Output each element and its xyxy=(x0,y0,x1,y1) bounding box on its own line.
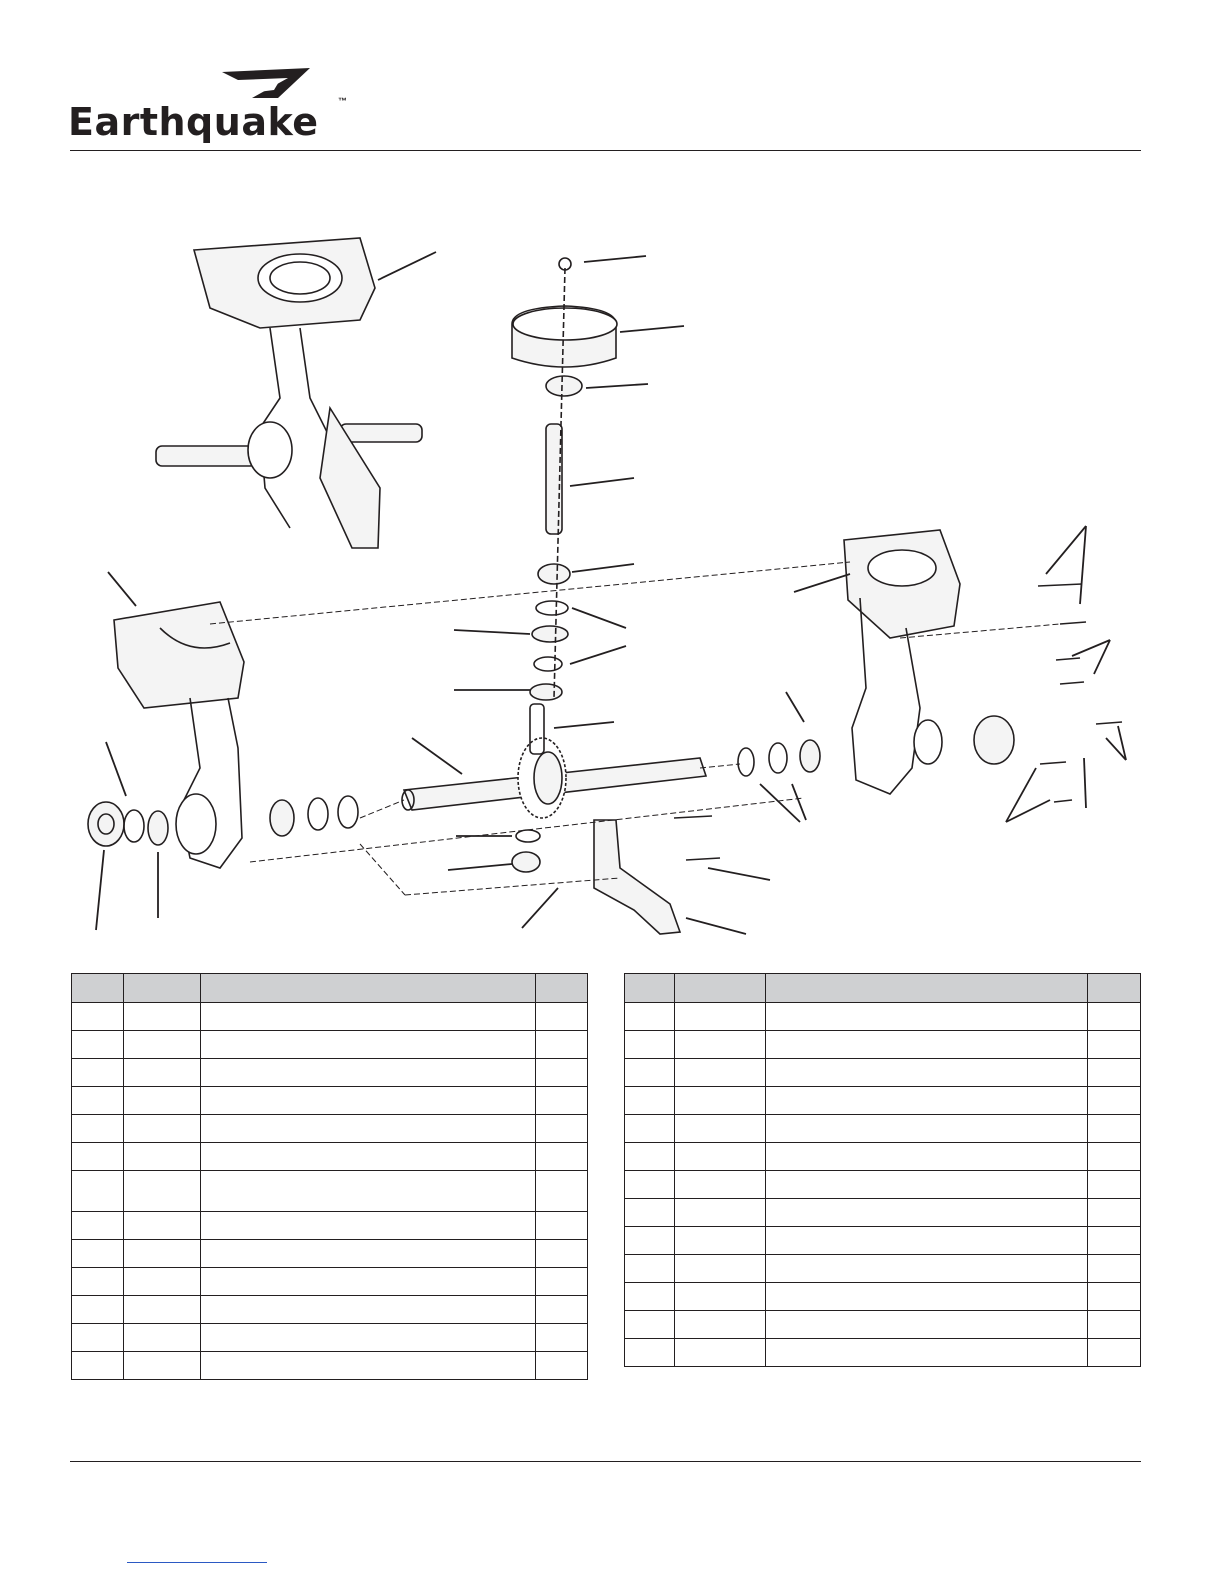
table-row xyxy=(72,1240,588,1268)
left-bearing-stack xyxy=(88,796,358,846)
table-cell xyxy=(766,1171,1088,1199)
table-cell xyxy=(124,1059,201,1087)
header-cell xyxy=(1088,974,1141,1003)
table-cell xyxy=(536,1324,588,1352)
table-row xyxy=(72,1143,588,1171)
table-cell xyxy=(675,1255,766,1283)
table-cell xyxy=(72,1352,124,1380)
table-cell xyxy=(1088,1199,1141,1227)
table-cell xyxy=(536,1296,588,1324)
header-divider xyxy=(70,150,1141,151)
header-cell xyxy=(766,974,1088,1003)
table-row xyxy=(72,1115,588,1143)
table-cell xyxy=(1088,1115,1141,1143)
table-cell xyxy=(675,1283,766,1311)
table-cell xyxy=(625,1115,675,1143)
table-cell xyxy=(766,1087,1088,1115)
table-cell xyxy=(536,1115,588,1143)
table-cell xyxy=(766,1199,1088,1227)
table-cell xyxy=(124,1324,201,1352)
footer-link-underline[interactable] xyxy=(127,1562,267,1563)
table-cell xyxy=(201,1003,536,1031)
table-header-row xyxy=(625,974,1141,1003)
table-cell xyxy=(1088,1255,1141,1283)
table-row xyxy=(72,1212,588,1240)
table-row xyxy=(72,1031,588,1059)
table-cell xyxy=(124,1240,201,1268)
table-cell xyxy=(536,1003,588,1031)
table-cell xyxy=(536,1240,588,1268)
table-cell xyxy=(124,1031,201,1059)
header-cell xyxy=(625,974,675,1003)
header-cell xyxy=(675,974,766,1003)
table-cell xyxy=(536,1059,588,1087)
header-cell xyxy=(124,974,201,1003)
table-cell xyxy=(72,1324,124,1352)
table-cell xyxy=(201,1143,536,1171)
table-cell xyxy=(72,1115,124,1143)
table-cell xyxy=(536,1031,588,1059)
table-row xyxy=(72,1171,588,1212)
mounting-bracket xyxy=(594,820,680,934)
table-cell xyxy=(201,1115,536,1143)
table-cell xyxy=(201,1352,536,1380)
exploded-parts-diagram xyxy=(60,228,1170,948)
table-cell xyxy=(766,1311,1088,1339)
axle-and-gear xyxy=(402,738,706,818)
table-row xyxy=(625,1339,1141,1367)
table-row xyxy=(72,1003,588,1031)
table-cell xyxy=(625,1227,675,1255)
table-cell xyxy=(201,1268,536,1296)
table-cell xyxy=(766,1283,1088,1311)
table-cell xyxy=(1088,1227,1141,1255)
table-cell xyxy=(124,1268,201,1296)
table-cell xyxy=(766,1143,1088,1171)
table-cell xyxy=(124,1352,201,1380)
table-row xyxy=(625,1255,1141,1283)
table-cell xyxy=(625,1059,675,1087)
right-washer-stack xyxy=(738,740,820,776)
table-cell xyxy=(625,1199,675,1227)
table-cell xyxy=(1088,1311,1141,1339)
table-row xyxy=(72,1352,588,1380)
table-cell xyxy=(625,1087,675,1115)
table-cell xyxy=(625,1255,675,1283)
table-cell xyxy=(766,1115,1088,1143)
table-cell xyxy=(1088,1031,1141,1059)
table-cell xyxy=(536,1268,588,1296)
table-cell xyxy=(766,1339,1088,1367)
table-header-row xyxy=(72,974,588,1003)
table-row xyxy=(72,1268,588,1296)
parts-table-right xyxy=(624,973,1141,1367)
table-cell xyxy=(766,1031,1088,1059)
table-cell xyxy=(72,1143,124,1171)
table-cell xyxy=(536,1212,588,1240)
table-cell xyxy=(201,1324,536,1352)
table-cell xyxy=(201,1059,536,1087)
table-cell xyxy=(72,1059,124,1087)
table-cell xyxy=(536,1143,588,1171)
table-cell xyxy=(1088,1339,1141,1367)
table-cell xyxy=(675,1199,766,1227)
table-cell xyxy=(625,1339,675,1367)
table-cell xyxy=(536,1171,588,1212)
table-cell xyxy=(675,1227,766,1255)
table-cell xyxy=(72,1031,124,1059)
table-row xyxy=(625,1199,1141,1227)
table-row xyxy=(625,1143,1141,1171)
table-cell xyxy=(675,1003,766,1031)
table-cell xyxy=(1088,1087,1141,1115)
table-cell xyxy=(72,1240,124,1268)
right-housing-half xyxy=(844,530,1014,794)
table-cell xyxy=(675,1031,766,1059)
earthquake-logo xyxy=(68,66,358,150)
table-cell xyxy=(766,1003,1088,1031)
table-row xyxy=(625,1311,1141,1339)
table-cell xyxy=(72,1003,124,1031)
trademark-symbol: ™ xyxy=(338,96,347,106)
table-cell xyxy=(201,1031,536,1059)
table-cell xyxy=(625,1283,675,1311)
footer-divider xyxy=(70,1461,1141,1462)
header-cell xyxy=(72,974,124,1003)
table-cell xyxy=(1088,1171,1141,1199)
table-cell xyxy=(675,1171,766,1199)
table-cell xyxy=(124,1171,201,1212)
table-cell xyxy=(675,1059,766,1087)
table-cell xyxy=(766,1227,1088,1255)
table-cell xyxy=(625,1171,675,1199)
header-cell xyxy=(201,974,536,1003)
table-cell xyxy=(124,1296,201,1324)
table-cell xyxy=(675,1115,766,1143)
table-cell xyxy=(72,1268,124,1296)
table-cell xyxy=(201,1240,536,1268)
table-cell xyxy=(536,1352,588,1380)
table-cell xyxy=(625,1003,675,1031)
table-cell xyxy=(72,1171,124,1212)
table-cell xyxy=(675,1087,766,1115)
table-cell xyxy=(201,1171,536,1212)
assembled-transmission-view xyxy=(156,238,422,548)
table-cell xyxy=(675,1339,766,1367)
table-cell xyxy=(124,1212,201,1240)
table-row xyxy=(625,1115,1141,1143)
table-row xyxy=(625,1171,1141,1199)
table-row xyxy=(72,1324,588,1352)
table-cell xyxy=(1088,1059,1141,1087)
table-cell xyxy=(766,1255,1088,1283)
table-cell xyxy=(1088,1003,1141,1031)
table-row xyxy=(625,1087,1141,1115)
table-row xyxy=(72,1087,588,1115)
table-cell xyxy=(766,1059,1088,1087)
header-cell xyxy=(536,974,588,1003)
table-cell xyxy=(124,1115,201,1143)
table-row xyxy=(72,1059,588,1087)
parts-table-left xyxy=(71,973,588,1380)
table-cell xyxy=(625,1311,675,1339)
table-cell xyxy=(124,1003,201,1031)
table-row xyxy=(625,1059,1141,1087)
table-cell xyxy=(124,1087,201,1115)
table-cell xyxy=(201,1296,536,1324)
table-cell xyxy=(72,1087,124,1115)
table-cell xyxy=(1088,1143,1141,1171)
table-cell xyxy=(675,1143,766,1171)
table-cell xyxy=(1088,1283,1141,1311)
table-row xyxy=(625,1227,1141,1255)
logo-wordmark: Earthquake xyxy=(68,100,319,144)
left-housing-half xyxy=(114,602,244,868)
logo-swoosh-icon xyxy=(218,66,314,100)
table-cell xyxy=(124,1143,201,1171)
table-row xyxy=(72,1296,588,1324)
table-cell xyxy=(201,1212,536,1240)
table-row xyxy=(625,1003,1141,1031)
table-row xyxy=(625,1031,1141,1059)
table-row xyxy=(625,1283,1141,1311)
table-cell xyxy=(625,1031,675,1059)
table-cell xyxy=(201,1087,536,1115)
table-cell xyxy=(536,1087,588,1115)
table-cell xyxy=(675,1311,766,1339)
table-cell xyxy=(625,1143,675,1171)
table-cell xyxy=(72,1212,124,1240)
table-cell xyxy=(72,1296,124,1324)
